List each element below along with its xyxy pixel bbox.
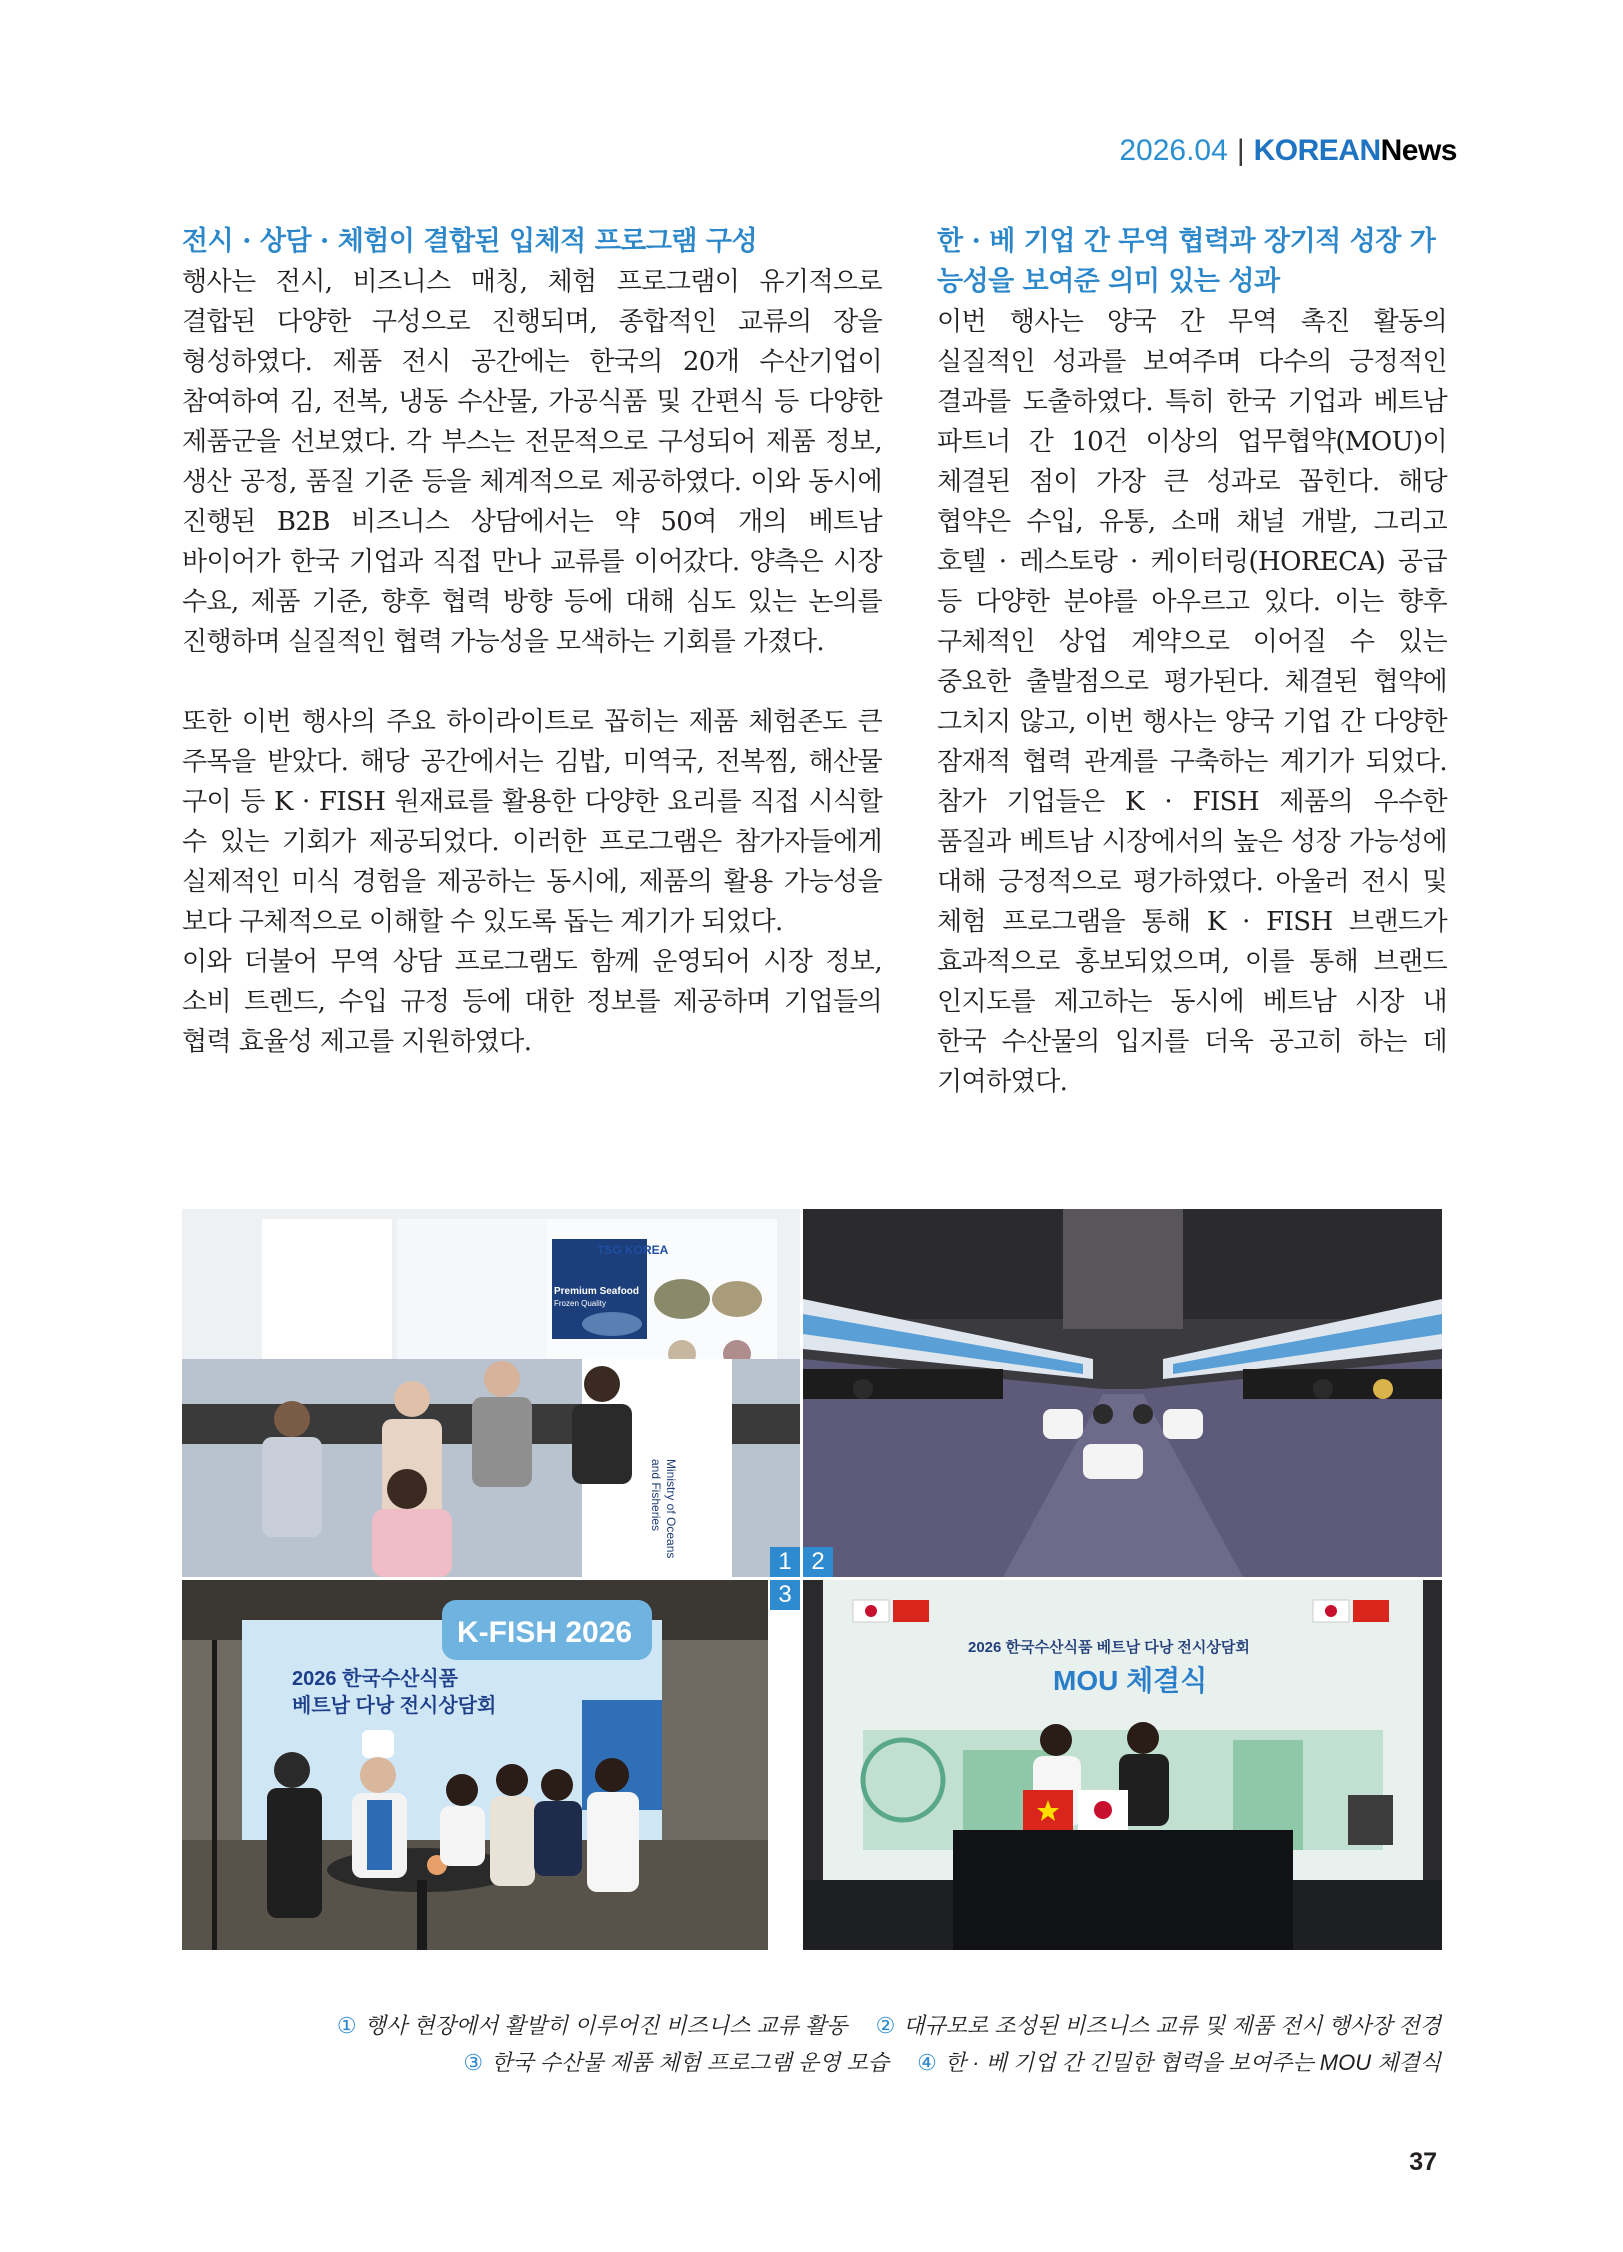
photo-business-exchange (182, 1209, 800, 1577)
page-number: 37 (1409, 2148, 1437, 2176)
publication-name-part1: KOREAN (1253, 134, 1381, 167)
banner-line1: 2026 한국수산식품 (292, 1668, 458, 1690)
left-column (182, 222, 882, 1062)
photo-number-2: 2 (803, 1547, 833, 1577)
caption-number: ④ (917, 2050, 937, 2075)
page-header (1119, 134, 1457, 168)
publication-name-part2: News (1380, 134, 1457, 167)
photo-exhibition-hall-image (803, 1209, 1442, 1577)
banner-line2: 베트남 다낭 전시상담회 (292, 1695, 497, 1717)
panel-subtitle: Frozen Quality (554, 1299, 607, 1308)
caption-text: 대규모로 조성된 비즈니스 교류 및 제품 전시 행사장 전경 (903, 2013, 1441, 2038)
caption-number: ① (336, 2013, 357, 2038)
photo-number-1: 1 (770, 1547, 800, 1577)
section-heading-program: 전시 · 상담 · 체험이 결합된 입체적 프로그램 구성 (182, 226, 758, 257)
caption-text: 한 · 베 기업 간 긴밀한 협력을 보여주는 MOU 체결식 (944, 2050, 1441, 2075)
caption-2 (876, 2007, 1441, 2044)
caption-4 (917, 2044, 1441, 2081)
photo-tasting-program-image (182, 1580, 768, 1950)
issue-date: 2026.04 (1119, 134, 1228, 167)
caption-row-1 (309, 2007, 1441, 2044)
booth-brand: TSG KOREA (597, 1243, 669, 1257)
screen-line2: MOU 체결식 (1053, 1665, 1208, 1696)
banner-title: K-FISH 2026 (457, 1616, 633, 1649)
article-paragraph: 이번 행사는 양국 간 무역 촉진 활동의 실질적인 성과를 보여주며 다수의 긍정적인 결과를 도출하였다. 특히 한국 기업과 베트남 파트너 간 10건 이상의 업무협약(MOU)이 체결된 점이 가장 큰 성과로 꼽힌다. 해당 협약은 수입, 유통, 소매 채널 개발, 그리고 호텔 · 레스토랑 · 케이터링(HORECA) 공급 등 다양한 분야를 아우르고 있다. 이는 향후 구체적인 상업 계약으로 이어질 수 있는 중요한 출발점으로 평가된다. 체결된 협약에 그치지 않고, 이번 행사는 양국 기업 간 다양한 잠재적 협력 관계를 구축하는 계기가 되었다. 참가 기업들은 K · FISH 제품의 우수한 품질과 베트남 시장에서의 높은 성장 가능성에 대해 긍정적으로 평가하였다. 아울러 전시 및 체험 프로그램을 통해 K · FISH 브랜드가 효과적으로 홍보되었으며, 이를 통해 브랜드 인지도를 제고하는 동시에 베트남 시장 내 한국 수산물의 입지를 더욱 공고히 하는 데 기여하였다. (937, 307, 1447, 1097)
article-paragraph: 행사는 전시, 비즈니스 매칭, 체험 프로그램이 유기적으로 결합된 다양한 구성으로 진행되며, 종합적인 교류의 장을 형성하였다. 제품 전시 공간에는 한국의 20개 수산기업이 참여하여 김, 전복, 냉동 수산물, 가공식품 및 간편식 등 다양한 제품군을 선보였다. 각 부스는 전문적으로 구성되어 제품 정보, 생산 공정, 품질 기준 등을 체계적으로 제공하였다. 이와 동시에 진행된 B2B 비즈니스 상담에서는 약 50여 개의 베트남 바이어가 한국 기업과 직접 만나 교류를 이어갔다. 양측은 시장 수요, 제품 기준, 향후 협력 방향 등에 대해 심도 있는 논의를 진행하며 실질적인 협력 가능성을 모색하는 기회를 가졌다. (182, 267, 882, 657)
section-heading-results: 한 · 베 기업 간 무역 협력과 장기적 성장 가능성을 보여준 의미 있는 성과 (937, 226, 1436, 297)
caption-number: ③ (463, 2050, 484, 2075)
photo-exhibition-hall (803, 1209, 1442, 1577)
caption-number: ② (875, 2013, 896, 2038)
paragraph-gap (182, 662, 882, 702)
photo-mou-ceremony-image (803, 1580, 1442, 1950)
caption-1 (337, 2007, 848, 2044)
caption-3 (463, 2044, 889, 2081)
header-separator: | (1236, 134, 1245, 167)
photo-tasting-program (182, 1580, 768, 1950)
panel-title: Premium Seafood (554, 1286, 640, 1297)
caption-row-2 (309, 2044, 1441, 2081)
partition-text2: and Fisheries (649, 1459, 663, 1532)
photo-number-3: 3 (770, 1580, 800, 1610)
article-paragraph: 또한 이번 행사의 주요 하이라이트로 꼽히는 제품 체험존도 큰 주목을 받았다. 해당 공간에서는 김밥, 미역국, 전복찜, 해산물 구이 등 K · FISH 원재료를 활용한 다양한 요리를 직접 시식할 수 있는 기회가 제공되었다. 이러한 프로그램은 참가자들에게 실제적인 미식 경험을 제공하는 동시에, 제품의 활용 가능성을 보다 구체적으로 이해할 수 있도록 돕는 계기가 되었다. (182, 707, 882, 937)
right-column (937, 222, 1447, 1102)
article-paragraph: 이와 더불어 무역 상담 프로그램도 함께 운영되어 시장 정보, 소비 트렌드, 수입 규정 등에 대한 정보를 제공하며 기업들의 협력 효율성 제고를 지원하였다. (182, 947, 882, 1057)
caption-text: 행사 현장에서 활발히 이루어진 비즈니스 교류 활동 (364, 2013, 848, 2038)
photo-business-exchange-image (182, 1209, 800, 1577)
photo-captions (309, 2007, 1441, 2081)
partition-text1: Ministry of Oceans (664, 1459, 678, 1559)
caption-text: 한국 수산물 제품 체험 프로그램 운영 모습 (491, 2050, 890, 2075)
photo-mou-ceremony (803, 1580, 1442, 1950)
screen-line1: 2026 한국수산식품 베트남 다낭 전시상담회 (968, 1639, 1250, 1656)
